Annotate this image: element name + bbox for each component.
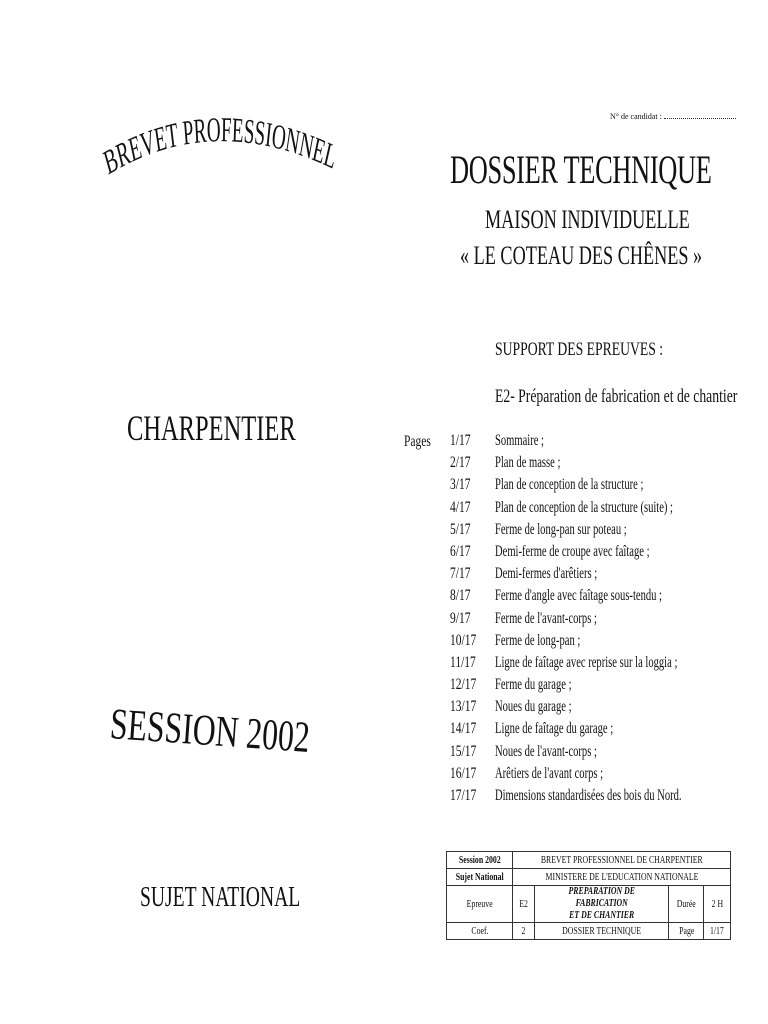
project-subtitle: MAISON INDIVIDUELLE (485, 205, 690, 234)
toc-entry-label: Ferme d'angle avec faîtage sous-tendu ; (495, 587, 662, 605)
cartouche-epreuve-title: PREPARATION DE FABRICATION ET DE CHANTIER (534, 886, 668, 923)
toc-entry-label: Dimensions standardisées des bois du Nord. (495, 787, 682, 804)
toc-row (450, 610, 750, 632)
cartouche-duree-label: Durée (669, 886, 704, 923)
toc-page-number: 3/17 (450, 476, 471, 494)
exam-title-text: BREVET PROFESSIONNEL (99, 109, 344, 183)
trade-title: CHARPENTIER (127, 408, 296, 448)
exam-title-arc (40, 100, 400, 220)
toc-entry-label: Ferme de long-pan sur poteau ; (495, 520, 627, 538)
toc-row (450, 587, 750, 609)
toc-page-number: 6/17 (450, 542, 471, 560)
toc-row (450, 565, 750, 587)
toc-entry-label: Plan de masse ; (495, 454, 561, 472)
cartouche-epreuve-code: E2 (513, 886, 534, 923)
project-name: « LE COTEAU DES CHÊNES » (460, 241, 703, 270)
toc-page-number: 9/17 (450, 609, 471, 627)
cartouche-page-value: 1/17 (704, 923, 731, 940)
toc-page-number: 12/17 (450, 676, 477, 694)
candidate-number-field (610, 112, 736, 121)
toc-page-number: 4/17 (450, 498, 471, 516)
table-of-contents (450, 432, 750, 809)
toc-row (450, 476, 750, 498)
subject-type: SUJET NATIONAL (140, 882, 301, 913)
toc-row (450, 787, 750, 809)
cartouche-doc-label: DOSSIER TECHNIQUE (534, 923, 668, 940)
session-title-text: SESSION 2002 (108, 699, 389, 768)
title-block-table (446, 851, 731, 940)
cartouche-exam-name: BREVET PROFESSIONNEL DE CHARPENTIER (513, 852, 731, 869)
cartouche-coef-label: Coef. (447, 923, 513, 940)
toc-entry-label: Plan de conception de la structure ; (495, 476, 644, 494)
candidate-number-blank (664, 118, 736, 119)
exam-title (40, 100, 400, 220)
cartouche-ministry: MINISTERE DE L'EDUCATION NATIONALE (513, 869, 731, 886)
toc-row (450, 521, 750, 543)
cartouche-epreuve-label: Epreuve (447, 886, 513, 923)
toc-page-number: 11/17 (450, 653, 476, 671)
support-heading: SUPPORT DES EPREUVES : (495, 339, 664, 360)
toc-row (450, 765, 750, 787)
toc-entry-label: Noues du garage ; (495, 698, 572, 716)
toc-entry-label: Ligne de faîtage du garage ; (495, 720, 614, 738)
toc-entry-label: Plan de conception de la structure (suite) ; (495, 498, 673, 516)
toc-row (450, 676, 750, 698)
toc-row (450, 543, 750, 565)
pages-label: Pages (404, 433, 431, 450)
toc-page-number: 2/17 (450, 454, 471, 472)
toc-page-number: 17/17 (450, 787, 477, 804)
cartouche-session: Session 2002 (447, 852, 513, 869)
toc-row (450, 499, 750, 521)
toc-row (450, 698, 750, 720)
toc-page-number: 15/17 (450, 742, 477, 760)
candidate-number-label: N° de candidat : (610, 112, 662, 121)
cartouche-sujet: Sujet National (447, 869, 513, 886)
toc-entry-label: Demi-ferme de croupe avec faîtage ; (495, 542, 650, 560)
toc-entry-label: Noues de l'avant-corps ; (495, 742, 597, 760)
toc-row (450, 743, 750, 765)
toc-page-number: 5/17 (450, 520, 471, 538)
toc-row (450, 654, 750, 676)
toc-page-number: 13/17 (450, 698, 477, 716)
toc-entry-label: Ligne de faîtage avec reprise sur la loggia ; (495, 653, 678, 671)
toc-entry-label: Sommaire ; (495, 432, 544, 449)
toc-row (450, 454, 750, 476)
toc-row (450, 632, 750, 654)
session-title (108, 690, 389, 770)
toc-page-number: 1/17 (450, 432, 471, 449)
toc-row (450, 432, 750, 454)
toc-page-number: 14/17 (450, 720, 477, 738)
cartouche-coef-value: 2 (513, 923, 534, 940)
toc-entry-label: Ferme du garage ; (495, 676, 572, 694)
session-title-svg (108, 690, 389, 770)
cartouche-duree-value: 2 H (704, 886, 731, 923)
toc-page-number: 7/17 (450, 565, 471, 583)
toc-entry-label: Arêtiers de l'avant corps ; (495, 764, 604, 782)
toc-page-number: 16/17 (450, 764, 477, 782)
cartouche-page-label: Page (669, 923, 704, 940)
document-title: DOSSIER TECHNIQUE (450, 147, 712, 192)
toc-entry-label: Demi-fermes d'arêtiers ; (495, 565, 598, 583)
toc-page-number: 8/17 (450, 587, 471, 605)
toc-entry-label: Ferme de l'avant-corps ; (495, 609, 597, 627)
toc-page-number: 10/17 (450, 631, 477, 649)
epreuve-heading: E2- Préparation de fabrication et de chantier (495, 386, 738, 407)
toc-row (450, 720, 750, 742)
toc-entry-label: Ferme de long-pan ; (495, 631, 581, 649)
